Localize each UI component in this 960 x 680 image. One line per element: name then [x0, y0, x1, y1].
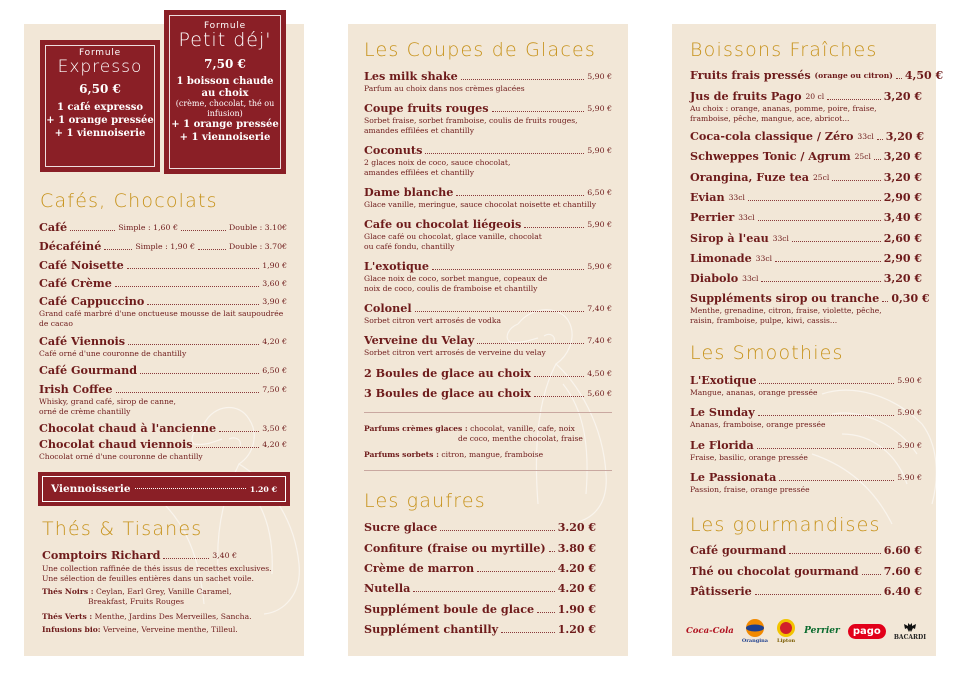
menu-item — [690, 565, 922, 578]
pheasant-illustration — [478, 294, 628, 524]
menu-item — [690, 171, 922, 184]
item-name: Coconuts — [364, 143, 423, 157]
orangina-logo-label: Orangina — [741, 638, 769, 644]
item-price: 3.80 € — [557, 542, 596, 555]
section-title-coupes: Les Coupes de Glaces — [364, 39, 596, 61]
menu-item — [690, 252, 922, 265]
formula-label: Formule — [203, 21, 246, 31]
tea-list-noirs — [42, 587, 287, 607]
tea-list-infusions — [42, 625, 287, 635]
item-price: 1.20 € — [249, 484, 277, 494]
item-price: 3,40 € — [883, 211, 922, 224]
menu-item — [39, 383, 287, 416]
menu-item — [690, 544, 922, 557]
item-name: L'Exotique — [690, 373, 757, 387]
item-price-simple: Simple : 1,90 € — [135, 242, 196, 251]
item-name: Sirop à l'eau — [690, 231, 769, 245]
formula-small: (crème, chocolat, thé ou infusion) — [175, 99, 275, 118]
menu-item — [364, 70, 612, 94]
menu-item — [364, 521, 596, 534]
parfums-sorbets — [364, 450, 614, 460]
tea-values: Ceylan, Earl Grey, Vanille Caramel, — [95, 587, 232, 596]
section-title-gaufres: Les gaufres — [364, 490, 486, 512]
tea-label: Infusions bio: — [42, 625, 101, 634]
menu-item — [364, 623, 596, 636]
item-name: Décaféiné — [39, 239, 102, 253]
item-price: 3.20 € — [557, 521, 596, 534]
item-price: 1,90 € — [262, 261, 287, 270]
item-price: 3,40 € — [212, 551, 237, 560]
viennoiserie-box — [38, 472, 290, 506]
item-name: Les milk shake — [364, 69, 458, 83]
item-price: 3,20 € — [883, 272, 922, 285]
menu-item — [364, 603, 596, 616]
item-price: 2,60 € — [883, 232, 922, 245]
item-name: Le Florida — [690, 438, 754, 452]
item-name: Comptoirs Richard — [42, 548, 161, 562]
item-name: Chocolat chaud à l'ancienne — [39, 421, 217, 435]
item-price: 6.60 € — [883, 544, 922, 557]
item-description: Une collection raffinée de thés issus de recettes exclusives. Une sélection de feuilles entières dans un sachet voile. — [42, 564, 272, 583]
item-price: 1.20 € — [557, 623, 596, 636]
item-price: 4.20 € — [557, 562, 596, 575]
menu-item — [39, 277, 287, 290]
item-size: 33cl — [728, 193, 745, 202]
menu-item — [690, 232, 922, 245]
menu-item — [364, 302, 612, 326]
item-name: Nutella — [364, 581, 411, 595]
item-price: 2,90 € — [883, 191, 922, 204]
item-size: 33cl — [755, 254, 773, 263]
item-price: 3,20 € — [885, 130, 925, 143]
item-size: 25cl — [854, 152, 871, 161]
item-name: Sucre glace — [364, 520, 438, 534]
item-price: 5,90 € — [587, 104, 612, 113]
menu-item — [690, 129, 925, 143]
item-name: Confiture (fraise ou myrtille) — [364, 541, 546, 555]
item-description: Mangue, ananas, orange pressée — [690, 388, 818, 397]
tea-values: Verveine, Verveine menthe, Tilleul. — [103, 625, 238, 634]
item-name: Perrier — [690, 210, 735, 224]
formula-price: 6,50 € — [79, 82, 121, 96]
item-name: Viennoisserie — [51, 483, 131, 495]
menu-item — [364, 542, 596, 555]
item-name: 2 Boules de glace au choix — [364, 366, 531, 380]
formula-petitdej-box — [164, 10, 286, 174]
item-price: 7,40 € — [587, 336, 612, 345]
item-size: 33cl — [742, 274, 759, 283]
item-name: Café Viennois — [39, 334, 126, 348]
item-price: 3,50 € — [262, 424, 287, 433]
parfums-values: de coco, menthe chocolat, fraise — [458, 434, 583, 443]
section-title-smoothies: Les Smoothies — [690, 342, 844, 364]
menu-item — [690, 150, 922, 163]
menu-item — [39, 422, 287, 435]
menu-item — [39, 295, 287, 328]
formula-line: + 1 viennoiserie — [54, 128, 146, 139]
parfums-cremes — [364, 424, 614, 444]
item-name: Verveine du Velay — [364, 333, 475, 347]
parfums-values: citron, mangue, framboise — [441, 450, 544, 459]
item-price: 2,90 € — [883, 252, 922, 265]
formula-line: + 1 orange pressée — [171, 119, 279, 130]
item-price: 3,20 € — [883, 90, 922, 103]
menu-item — [42, 549, 237, 562]
menu-item — [690, 90, 922, 123]
bacardi-logo — [894, 622, 926, 641]
coca-cola-logo: Coca-Cola — [686, 626, 734, 636]
item-price-double: Double : 3.10€ — [229, 223, 288, 232]
item-price: 6,50 € — [262, 366, 287, 375]
item-description: Grand café marbré d'une onctueuse mousse de lait saupoudrée de cacao — [39, 309, 284, 328]
item-price: 5,60 € — [587, 389, 612, 398]
formula-line: 1 café expresso — [56, 102, 144, 113]
menu-item — [39, 364, 287, 377]
item-name: Supplément chantilly — [364, 622, 499, 636]
divider — [364, 470, 612, 471]
item-price: 4,20 € — [262, 440, 287, 449]
item-name: Crème de marron — [364, 561, 475, 575]
item-description: Parfum au choix dans nos crèmes glacées — [364, 84, 525, 93]
menu-item — [364, 186, 612, 210]
menu-item — [364, 334, 612, 358]
item-name: Evian — [690, 190, 725, 204]
tea-values: Menthe, Jardins Des Merveilles, Sancha. — [94, 612, 252, 621]
item-price: 0,30 € — [891, 292, 930, 305]
item-size: (orange ou citron) — [814, 71, 893, 80]
item-name: Suppléments sirop ou tranche — [690, 291, 880, 305]
menu-item — [364, 218, 612, 251]
menu-item — [39, 221, 287, 234]
menu-item — [364, 562, 596, 575]
item-description: Fraise, basilic, orange pressée — [690, 453, 808, 462]
lipton-logo — [776, 618, 796, 644]
item-name: Supplément boule de glace — [364, 602, 535, 616]
item-name: Café Crème — [39, 276, 112, 290]
menu-item — [364, 367, 612, 380]
item-name: Fruits frais pressés — [690, 68, 811, 82]
item-price: 4,50 € — [587, 369, 612, 378]
item-description: Sorbet fraise, sorbet framboise, coulis de fruits rouges, amandes effilées et chantilly — [364, 116, 578, 135]
pago-logo: pago — [848, 624, 886, 639]
section-title-cafes: Cafés, Chocolats — [40, 190, 218, 212]
item-description: Ananas, framboise, orange pressée — [690, 420, 826, 429]
menu-item — [39, 438, 287, 462]
menu-item — [690, 374, 922, 398]
formula-label: Formule — [78, 48, 121, 58]
menu-item — [364, 102, 612, 135]
item-price: 7,50 € — [262, 385, 287, 394]
item-price: 3,20 € — [883, 171, 922, 184]
menu-item — [39, 240, 287, 253]
menu-item — [364, 144, 612, 177]
item-name: Limonade — [690, 251, 752, 265]
menu-item — [690, 272, 922, 285]
item-price: 7,40 € — [587, 304, 612, 313]
item-name: Pâtisserie — [690, 584, 752, 598]
item-size: 33cl — [857, 132, 874, 141]
menu-item — [690, 406, 922, 430]
menu-panel-left — [24, 21, 304, 656]
item-price: 1.90 € — [557, 603, 596, 616]
section-title-thes: Thés & Tisanes — [42, 518, 203, 540]
formula-line: + 1 orange pressée — [46, 115, 154, 126]
item-price: 7.60 € — [883, 565, 922, 578]
tea-label: Thés Verts : — [42, 612, 93, 621]
item-price: 5,90 € — [587, 146, 612, 155]
item-name: Le Passionata — [690, 470, 777, 484]
item-name: Cafe ou chocolat liégeois — [364, 217, 522, 231]
item-price: 5,90 € — [587, 262, 612, 271]
menu-item — [690, 211, 922, 224]
item-name: Le Sunday — [690, 405, 755, 419]
lipton-icon — [776, 618, 796, 638]
item-description: Chocolat orné d'une couronne de chantilly — [39, 452, 203, 461]
item-price: 5.90 € — [897, 408, 922, 417]
orangina-logo — [742, 618, 768, 644]
item-name: Coca-cola classique / Zéro — [690, 129, 854, 143]
formula-name: Petit déj' — [178, 29, 272, 51]
item-name: Irish Coffee — [39, 382, 113, 396]
formula-name: Expresso — [57, 57, 143, 77]
item-description: Glace vanille, meringue, sauce chocolat noisette et chantilly — [364, 200, 597, 209]
menu-item — [690, 68, 944, 82]
menu-item — [690, 439, 922, 463]
section-title-gourmandises: Les gourmandises — [690, 514, 881, 536]
item-name: Orangina, Fuze tea — [690, 170, 810, 184]
item-name: Jus de fruits Pago — [690, 89, 802, 103]
item-description: Sorbet citron vert arrosés de vodka — [364, 316, 502, 325]
item-name: L'exotique — [364, 259, 430, 273]
item-description: Glace noix de coco, sorbet mangue, copeaux de noix de coco, coulis de framboise et chantilly — [364, 274, 548, 293]
menu-item — [364, 387, 612, 400]
item-name: Thé ou chocolat gourmand — [690, 564, 859, 578]
section-title-boissons: Boissons Fraîches — [690, 39, 878, 61]
item-price: 3,60 € — [262, 279, 287, 288]
item-price: 3,90 € — [262, 297, 287, 306]
item-size: 33cl — [772, 234, 789, 243]
item-price: 4.20 € — [557, 582, 596, 595]
formula-line: + 1 viennoiserie — [179, 132, 271, 143]
item-name: Café — [39, 220, 68, 234]
item-name: Café Noisette — [39, 258, 124, 272]
item-price: 6.40 € — [883, 585, 922, 598]
item-description: Menthe, grenadine, citron, fraise, violette, pêche, raisin, framboise, pulpe, kiwi, cassis... — [690, 306, 882, 325]
brand-logos — [686, 618, 926, 644]
lipton-logo-label: Lipton — [776, 638, 796, 644]
item-name: Dame blanche — [364, 185, 454, 199]
menu-item — [364, 582, 596, 595]
item-description: Café orné d'une couronne de chantilly — [39, 349, 187, 358]
menu-panel-middle — [348, 24, 628, 656]
item-price: 5.90 € — [897, 441, 922, 450]
formula-expresso-box — [40, 40, 160, 172]
item-size: 20 cl — [805, 92, 825, 101]
bat-icon — [903, 622, 917, 634]
item-size: 25cl — [812, 173, 830, 182]
bacardi-logo-label: BACARDI — [893, 633, 926, 641]
item-description: 2 glaces noix de coco, sauce chocolat, amandes effilées et chantilly — [364, 158, 511, 177]
menu-item — [364, 260, 612, 293]
item-name: Chocolat chaud viennois — [39, 437, 193, 451]
item-description: Au choix : orange, ananas, pomme, poire, fraise, framboise, pêche, mangue, ace, abricot... — [690, 104, 877, 123]
menu-item — [39, 335, 287, 359]
menu-panel-right — [672, 24, 944, 656]
item-price-double: Double : 3.70€ — [229, 242, 288, 251]
item-name: Coupe fruits rouges — [364, 101, 489, 115]
item-price: 3,20 € — [883, 150, 922, 163]
formula-line: 1 boisson chaude — [176, 76, 274, 87]
perrier-logo: Perrier — [804, 626, 840, 636]
tea-values: Breakfast, Fruits Rouges — [88, 597, 184, 606]
item-description: Glace café ou chocolat, glace vanille, chocolat ou café fondu, chantilly — [364, 232, 542, 251]
item-name: Café Gourmand — [39, 363, 138, 377]
orangina-icon — [745, 618, 765, 638]
item-name: 3 Boules de glace au choix — [364, 386, 531, 400]
menu-item — [690, 291, 930, 325]
parfums-values: chocolat, vanille, cafe, noix — [470, 424, 575, 433]
item-name: Colonel — [364, 301, 412, 315]
item-price: 4,50 € — [904, 69, 944, 82]
menu-item — [690, 471, 922, 495]
item-price-simple: Simple : 1,60 € — [118, 223, 178, 232]
menu-item — [690, 191, 922, 204]
menu-item — [690, 585, 922, 598]
item-price: 5,90 € — [587, 72, 612, 81]
parfums-label: Parfums crèmes glaces : — [364, 424, 468, 433]
parfums-label: Parfums sorbets : — [364, 450, 439, 459]
item-name: Schweppes Tonic / Agrum — [690, 149, 851, 163]
item-price: 4,20 € — [262, 337, 287, 346]
menu-item — [39, 259, 287, 272]
item-description: Whisky, grand café, sirop de canne, orné de crème chantilly — [39, 397, 176, 416]
tea-label: Thés Noirs : — [42, 587, 94, 596]
item-price: 5,90 € — [587, 220, 612, 229]
item-price: 5.90 € — [897, 473, 922, 482]
item-name: Café Cappuccino — [39, 294, 145, 308]
item-description: Passion, fraise, orange pressée — [690, 485, 810, 494]
tea-list-verts — [42, 612, 287, 622]
item-price: 6,50 € — [587, 188, 612, 197]
item-price: 5.90 € — [897, 376, 922, 385]
item-name: Diabolo — [690, 271, 739, 285]
formula-line: au choix — [201, 88, 249, 99]
item-name: Café gourmand — [690, 543, 787, 557]
divider — [364, 412, 612, 413]
item-description: Sorbet citron vert arrosés de verveine du velay — [364, 348, 546, 357]
formula-price: 7,50 € — [204, 57, 246, 71]
item-size: 33cl — [738, 213, 755, 222]
